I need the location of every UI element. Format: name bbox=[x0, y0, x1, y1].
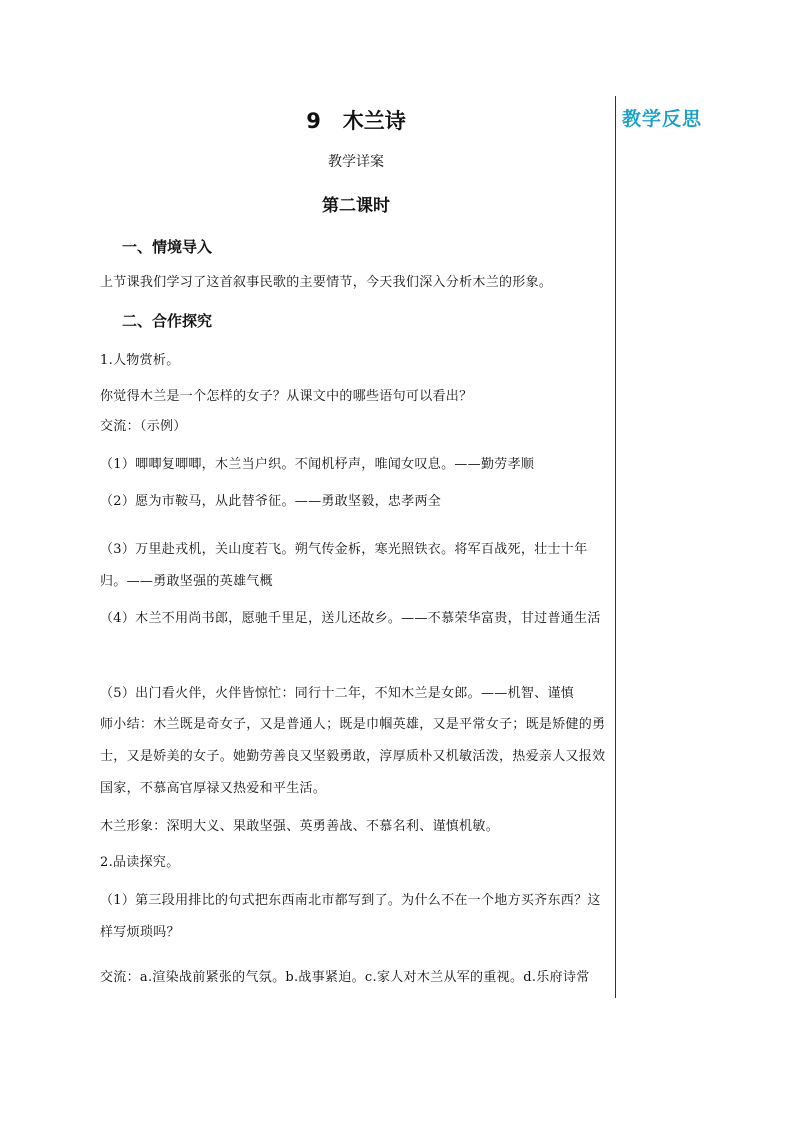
question-1: 1.人物赏析。 bbox=[100, 353, 180, 368]
example-5: （5）出门看火伴，火伴皆惊忙：同行十二年，不知木兰是女郎。——机智、谨慎 bbox=[100, 686, 575, 701]
exchange-label: 交流：（示例） bbox=[100, 419, 187, 434]
teaching-reflection-title: 教学反思 bbox=[622, 108, 703, 130]
example-2: （2）愿为市鞍马，从此替爷征。——勇敢坚毅，忠孝两全 bbox=[100, 494, 442, 509]
mulan-image-summary: 木兰形象：深明大义、果敢坚强、英勇善战、不慕名利、谨慎机敏。 bbox=[100, 819, 500, 834]
question-1-prompt: 你觉得木兰是一个怎样的女子？从课文中的哪些语句可以看出？ bbox=[100, 389, 473, 404]
page-subtitle: 教学详案 bbox=[328, 154, 384, 170]
question-2-exchange: 交流：a.渲染战前紧张的气氛。b.战事紧迫。c.家人对木兰从军的重视。d.乐府诗常 bbox=[100, 970, 590, 985]
example-3: （3）万里赴戎机，关山度若飞。朔气传金柝，寒光照铁衣。将军百战死，壮士十年归。——勇敢坚强的英雄气概 bbox=[100, 542, 588, 589]
example-1: （1）唧唧复唧唧，木兰当户织。不闻机杼声，唯闻女叹息。——勤劳孝顺 bbox=[100, 457, 535, 472]
lesson-heading: 第二课时 bbox=[322, 196, 390, 216]
intro-paragraph: 上节课我们学习了这首叙事民歌的主要情节，今天我们深入分析木兰的形象。 bbox=[100, 275, 553, 290]
section-heading-explore: 二、合作探究 bbox=[122, 312, 213, 330]
page-title: 9 木兰诗 bbox=[306, 109, 406, 133]
column-divider bbox=[615, 96, 616, 998]
example-4: （4）木兰不用尚书郎，愿驰千里足，送儿还故乡。——不慕荣华富贵，甘过普通生活 bbox=[100, 611, 601, 626]
section-heading-intro: 一、情境导入 bbox=[122, 238, 213, 256]
question-2-item-1: （1）第三段用排比的句式把东西南北市都写到了。为什么不在一个地方买齐东西？这样写烦琐吗？ bbox=[100, 893, 601, 940]
question-2: 2.品读探究。 bbox=[100, 855, 180, 870]
teacher-summary: 师小结：木兰既是奇女子，又是普通人；既是巾帼英雄，又是平常女子；既是矫健的勇士，又是娇美的女子。她勤劳善良又坚毅勇敢，淳厚质朴又机敏活泼，热爱亲人又报效国家，不慕高官厚禄又热爱和平生活。 bbox=[100, 717, 606, 796]
